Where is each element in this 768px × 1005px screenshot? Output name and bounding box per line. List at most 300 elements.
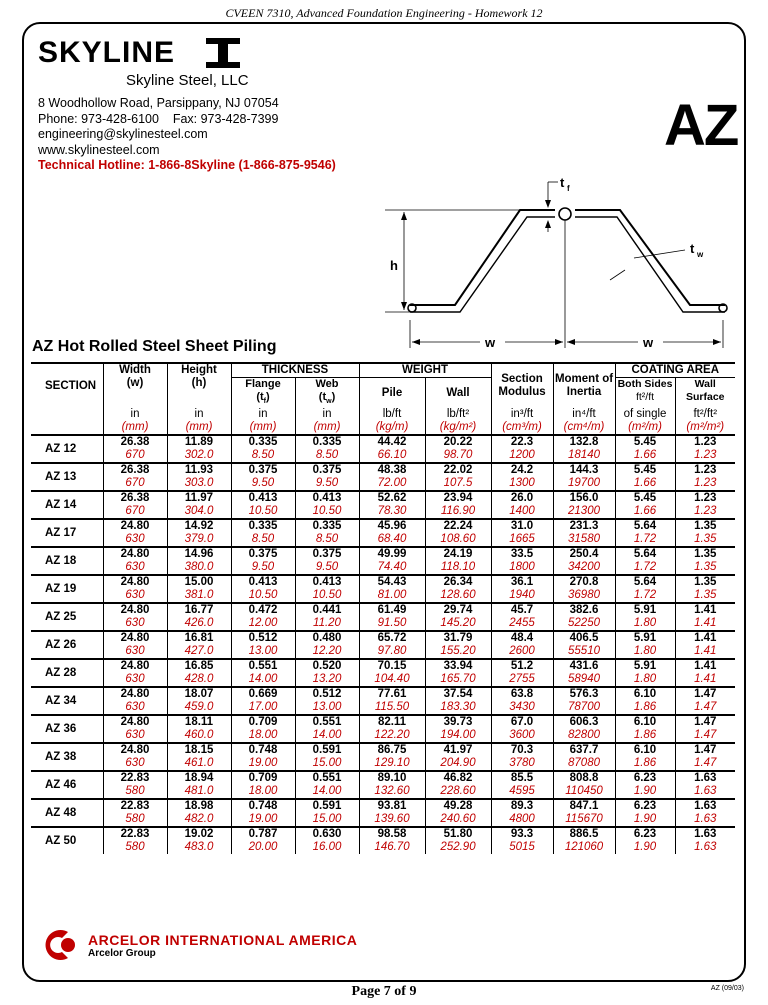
cell-imperial: 51.2 [491, 659, 553, 673]
cell-metric: 34200 [553, 561, 615, 575]
table-row-metric [31, 533, 735, 547]
cell-metric: 1.90 [615, 813, 675, 827]
cell-metric: 3430 [491, 701, 553, 715]
cell-imperial: 98.58 [359, 827, 425, 841]
table-row-metric [31, 645, 735, 659]
cell-imperial: 0.748 [231, 743, 295, 757]
cell-imperial: 156.0 [553, 491, 615, 505]
arcelor-brand: ARCELOR INTERNATIONAL AMERICA [88, 932, 358, 948]
cell-metric: 1.86 [615, 757, 675, 771]
cell-imperial: 54.43 [359, 575, 425, 589]
cell-imperial: 18.94 [167, 771, 231, 785]
cell-metric: 1.72 [615, 533, 675, 547]
cell-metric: 630 [103, 729, 167, 743]
cell-metric: 1.86 [615, 701, 675, 715]
h-dimension-label: h [390, 258, 398, 273]
cell-imperial: 5.91 [615, 659, 675, 673]
w-dimension-label-2: w [643, 335, 654, 350]
cell-metric: 240.60 [425, 813, 491, 827]
cell-imperial: 20.22 [425, 435, 491, 449]
cell-metric: 1.66 [615, 449, 675, 463]
col-flange: Flange $(t_f)$ [231, 378, 295, 409]
cell-imperial: 31.0 [491, 519, 553, 533]
cell-imperial: 0.551 [231, 659, 295, 673]
cell-metric: 1.90 [615, 841, 675, 854]
cell-metric: 1.72 [615, 589, 675, 603]
tf-label: t [560, 175, 565, 190]
table-header [31, 363, 735, 435]
cell-imperial: 14.96 [167, 547, 231, 561]
cell-metric: 1.63 [675, 813, 735, 827]
cell-imperial: 6.23 [615, 799, 675, 813]
cell-imperial: 1.41 [675, 603, 735, 617]
cell-imperial: 1.41 [675, 631, 735, 645]
table-row-metric [31, 589, 735, 603]
cell-imperial: 0.520 [295, 659, 359, 673]
col-both-sides: Both Sides ft²/ft [615, 378, 675, 409]
table-row-metric [31, 617, 735, 631]
cell-imperial: 24.80 [103, 631, 167, 645]
cell-imperial: 5.64 [615, 575, 675, 589]
cell-metric: 630 [103, 561, 167, 575]
cell-imperial: 26.38 [103, 435, 167, 449]
cell-imperial: 0.512 [295, 687, 359, 701]
cell-metric: 380.0 [167, 561, 231, 575]
cell-imperial: 5.45 [615, 491, 675, 505]
cell-metric: 428.0 [167, 673, 231, 687]
section-name: AZ 17 [31, 519, 103, 547]
table-row [31, 603, 735, 617]
cell-imperial: 132.8 [553, 435, 615, 449]
table-row [31, 799, 735, 813]
cell-metric: 482.0 [167, 813, 231, 827]
cell-metric: 36980 [553, 589, 615, 603]
cell-imperial: 0.375 [295, 463, 359, 477]
cell-metric: 18.00 [231, 785, 295, 799]
cell-metric: 1.66 [615, 505, 675, 519]
cell-metric: 20.00 [231, 841, 295, 854]
cell-metric: 9.50 [295, 561, 359, 575]
cell-imperial: 36.1 [491, 575, 553, 589]
cell-imperial: 11.93 [167, 463, 231, 477]
cell-metric: 228.60 [425, 785, 491, 799]
series-label: AZ [664, 93, 738, 158]
cell-metric: 21300 [553, 505, 615, 519]
cell-imperial: 70.15 [359, 659, 425, 673]
cell-imperial: 70.3 [491, 743, 553, 757]
cell-imperial: 250.4 [553, 547, 615, 561]
website: www.skylinesteel.com [38, 142, 160, 157]
cell-imperial: 33.5 [491, 547, 553, 561]
cell-metric: 4800 [491, 813, 553, 827]
group-coating-area: COATING AREA [615, 363, 735, 378]
cell-metric: 2600 [491, 645, 553, 659]
cell-metric: 1.66 [615, 477, 675, 491]
cell-imperial: 24.80 [103, 659, 167, 673]
cell-metric: 97.80 [359, 645, 425, 659]
cell-metric: 379.0 [167, 533, 231, 547]
cell-imperial: 29.74 [425, 603, 491, 617]
cell-metric: 128.60 [425, 589, 491, 603]
cell-imperial: 14.92 [167, 519, 231, 533]
cell-metric: 87080 [553, 757, 615, 771]
cell-imperial: 15.00 [167, 575, 231, 589]
cell-imperial: 52.62 [359, 491, 425, 505]
cell-imperial: 847.1 [553, 799, 615, 813]
cell-imperial: 77.61 [359, 687, 425, 701]
cell-metric: 104.40 [359, 673, 425, 687]
cell-imperial: 18.98 [167, 799, 231, 813]
cell-imperial: 48.4 [491, 631, 553, 645]
cell-imperial: 5.64 [615, 547, 675, 561]
cell-imperial: 63.8 [491, 687, 553, 701]
col-width: Width (w) [103, 363, 167, 408]
cell-imperial: 0.709 [231, 715, 295, 729]
table-row [31, 827, 735, 841]
cell-imperial: 0.591 [295, 743, 359, 757]
table-row [31, 435, 735, 449]
contact-block [38, 96, 336, 174]
cell-imperial: 0.669 [231, 687, 295, 701]
cell-imperial: 0.551 [295, 715, 359, 729]
cell-metric: 11.20 [295, 617, 359, 631]
cell-imperial: 0.512 [231, 631, 295, 645]
cell-imperial: 22.83 [103, 799, 167, 813]
cell-imperial: 24.80 [103, 743, 167, 757]
cell-metric: 1.23 [675, 505, 735, 519]
cell-metric: 15.00 [295, 757, 359, 771]
cell-imperial: 18.11 [167, 715, 231, 729]
cell-metric: 580 [103, 813, 167, 827]
cell-metric: 15.00 [295, 813, 359, 827]
cell-metric: 8.50 [231, 449, 295, 463]
cell-metric: 302.0 [167, 449, 231, 463]
cell-imperial: 144.3 [553, 463, 615, 477]
cell-metric: 183.30 [425, 701, 491, 715]
cell-imperial: 1.35 [675, 575, 735, 589]
cell-imperial: 24.80 [103, 603, 167, 617]
cell-metric: 19.00 [231, 813, 295, 827]
cell-metric: 14.00 [295, 785, 359, 799]
cell-metric: 10.50 [231, 505, 295, 519]
i-beam-icon [206, 38, 240, 68]
cell-imperial: 0.335 [231, 519, 295, 533]
col-moment-of-inertia: Moment of Inertia [553, 363, 615, 408]
cell-metric: 115670 [553, 813, 615, 827]
cell-imperial: 11.89 [167, 435, 231, 449]
cell-imperial: 24.2 [491, 463, 553, 477]
cell-imperial: 85.5 [491, 771, 553, 785]
section-name: AZ 48 [31, 799, 103, 827]
cell-imperial: 26.0 [491, 491, 553, 505]
cell-imperial: 0.480 [295, 631, 359, 645]
col-section-modulus: Section Modulus [491, 363, 553, 408]
cell-metric: 19.00 [231, 757, 295, 771]
cell-metric: 81.00 [359, 589, 425, 603]
az-section-table [31, 362, 735, 854]
cell-imperial: 45.7 [491, 603, 553, 617]
cell-metric: 132.60 [359, 785, 425, 799]
cell-metric: 12.20 [295, 645, 359, 659]
cell-metric: 146.70 [359, 841, 425, 854]
cell-imperial: 1.23 [675, 435, 735, 449]
cell-metric: 2455 [491, 617, 553, 631]
cell-imperial: 0.591 [295, 799, 359, 813]
cell-imperial: 6.10 [615, 687, 675, 701]
cell-metric: 19700 [553, 477, 615, 491]
cell-imperial: 231.3 [553, 519, 615, 533]
cell-metric: 9.50 [231, 561, 295, 575]
section-name: AZ 50 [31, 827, 103, 854]
cell-metric: 670 [103, 477, 167, 491]
cell-metric: 1.80 [615, 645, 675, 659]
cell-imperial: 0.335 [295, 435, 359, 449]
cell-imperial: 0.335 [231, 435, 295, 449]
cell-metric: 1.41 [675, 645, 735, 659]
cell-metric: 1.35 [675, 589, 735, 603]
technical-hotline: Technical Hotline: 1-866-8Skyline (1-866-875-9546) [38, 158, 336, 172]
cell-metric: 1800 [491, 561, 553, 575]
cell-imperial: 24.19 [425, 547, 491, 561]
arcelor-logo-icon [38, 928, 80, 962]
cell-imperial: 48.38 [359, 463, 425, 477]
cell-imperial: 0.375 [295, 547, 359, 561]
cell-metric: 1.90 [615, 785, 675, 799]
cell-metric: 12.00 [231, 617, 295, 631]
cell-imperial: 6.23 [615, 827, 675, 841]
section-name: AZ 13 [31, 463, 103, 491]
table-row [31, 687, 735, 701]
cell-metric: 129.10 [359, 757, 425, 771]
cell-metric: 427.0 [167, 645, 231, 659]
col-height: Height (h) [167, 363, 231, 408]
logo-wordmark: SKYLINE [38, 36, 176, 69]
cell-imperial: 61.49 [359, 603, 425, 617]
tf-subscript: f [567, 184, 570, 193]
cell-metric: 1.80 [615, 673, 675, 687]
cell-imperial: 26.38 [103, 463, 167, 477]
cell-metric: 204.90 [425, 757, 491, 771]
cell-imperial: 0.413 [295, 575, 359, 589]
table-row [31, 463, 735, 477]
cell-metric: 145.20 [425, 617, 491, 631]
cell-imperial: 1.63 [675, 799, 735, 813]
cell-imperial: 24.80 [103, 519, 167, 533]
group-thickness: THICKNESS [231, 363, 359, 378]
table-row [31, 575, 735, 589]
table-row-metric [31, 701, 735, 715]
cell-metric: 74.40 [359, 561, 425, 575]
cell-metric: 10.50 [231, 589, 295, 603]
document-header: CVEEN 7310, Advanced Foundation Engineering - Homework 12 [225, 6, 543, 20]
table-title: AZ Hot Rolled Steel Sheet Piling [32, 338, 277, 355]
table-row-metric [31, 813, 735, 827]
col-section: SECTION [45, 379, 97, 392]
cell-imperial: 93.3 [491, 827, 553, 841]
cell-imperial: 0.551 [295, 771, 359, 785]
units-metric-row: (mm) (mm) (mm) (mm) (kg/m) (kg/m²) (cm³/m) (cm⁴/m) (m²/m) (m²/m²) [31, 421, 735, 435]
cell-metric: 98.70 [425, 449, 491, 463]
section-name: AZ 38 [31, 743, 103, 771]
cell-imperial: 24.80 [103, 575, 167, 589]
cell-imperial: 0.709 [231, 771, 295, 785]
cell-metric: 381.0 [167, 589, 231, 603]
table-row-metric [31, 477, 735, 491]
cell-metric: 459.0 [167, 701, 231, 715]
document-code: AZ (09/03) [710, 985, 744, 992]
cell-metric: 155.20 [425, 645, 491, 659]
table-row [31, 491, 735, 505]
skyline-logo [38, 36, 249, 89]
cell-metric: 139.60 [359, 813, 425, 827]
cell-imperial: 22.02 [425, 463, 491, 477]
cell-metric: 8.50 [295, 449, 359, 463]
cell-imperial: 6.23 [615, 771, 675, 785]
section-name: AZ 34 [31, 687, 103, 715]
cell-imperial: 5.91 [615, 631, 675, 645]
cell-metric: 670 [103, 505, 167, 519]
section-name: AZ 18 [31, 547, 103, 575]
cell-imperial: 16.77 [167, 603, 231, 617]
section-name: AZ 25 [31, 603, 103, 631]
cell-metric: 3780 [491, 757, 553, 771]
cell-metric: 1.35 [675, 533, 735, 547]
cell-imperial: 37.54 [425, 687, 491, 701]
cell-metric: 630 [103, 589, 167, 603]
cell-metric: 1940 [491, 589, 553, 603]
cell-metric: 3600 [491, 729, 553, 743]
cell-metric: 1.47 [675, 701, 735, 715]
cell-metric: 580 [103, 785, 167, 799]
cell-imperial: 1.47 [675, 715, 735, 729]
cell-metric: 304.0 [167, 505, 231, 519]
cell-metric: 1665 [491, 533, 553, 547]
arcelor-group: Arcelor Group [88, 948, 156, 959]
cell-imperial: 22.83 [103, 827, 167, 841]
page-number: Page 7 of 9 [351, 984, 417, 999]
cell-metric: 630 [103, 645, 167, 659]
cell-metric: 461.0 [167, 757, 231, 771]
cell-imperial: 16.81 [167, 631, 231, 645]
cell-metric: 1.23 [675, 449, 735, 463]
cell-imperial: 31.79 [425, 631, 491, 645]
cell-metric: 1300 [491, 477, 553, 491]
cell-metric: 1400 [491, 505, 553, 519]
cell-metric: 14.00 [295, 729, 359, 743]
table-row-metric [31, 841, 735, 854]
cell-metric: 10.50 [295, 589, 359, 603]
cell-imperial: 0.441 [295, 603, 359, 617]
cell-metric: 121060 [553, 841, 615, 854]
cell-metric: 481.0 [167, 785, 231, 799]
w-dimension-label-1: w [485, 335, 496, 350]
cell-imperial: 808.8 [553, 771, 615, 785]
cell-metric: 630 [103, 617, 167, 631]
cell-imperial: 576.3 [553, 687, 615, 701]
cell-imperial: 0.375 [231, 547, 295, 561]
phone-fax: Phone: 973-428-6100 Fax: 973-428-7399 [38, 111, 279, 126]
cell-metric: 8.50 [295, 533, 359, 547]
cell-imperial: 33.94 [425, 659, 491, 673]
cell-metric: 1.47 [675, 729, 735, 743]
section-name: AZ 28 [31, 659, 103, 687]
section-name: AZ 14 [31, 491, 103, 519]
az-profile-diagram [380, 170, 735, 350]
cell-metric: 426.0 [167, 617, 231, 631]
table-row [31, 519, 735, 533]
cell-imperial: 0.787 [231, 827, 295, 841]
section-name: AZ 46 [31, 771, 103, 799]
cell-imperial: 41.97 [425, 743, 491, 757]
group-weight: WEIGHT [359, 363, 491, 378]
cell-imperial: 1.35 [675, 519, 735, 533]
cell-imperial: 0.375 [231, 463, 295, 477]
cell-metric: 252.90 [425, 841, 491, 854]
col-web: Web $(t_w)$ [295, 378, 359, 409]
cell-metric: 1.41 [675, 673, 735, 687]
cell-imperial: 22.24 [425, 519, 491, 533]
cell-metric: 115.50 [359, 701, 425, 715]
cell-metric: 9.50 [295, 477, 359, 491]
cell-metric: 116.90 [425, 505, 491, 519]
cell-imperial: 0.630 [295, 827, 359, 841]
cell-metric: 72.00 [359, 477, 425, 491]
cell-metric: 4595 [491, 785, 553, 799]
cell-imperial: 18.15 [167, 743, 231, 757]
cell-imperial: 5.45 [615, 435, 675, 449]
company-name: Skyline Steel, LLC [126, 72, 249, 89]
cell-imperial: 5.45 [615, 463, 675, 477]
cell-metric: 630 [103, 757, 167, 771]
cell-metric: 1.86 [615, 729, 675, 743]
cell-metric: 91.50 [359, 617, 425, 631]
cell-metric: 460.0 [167, 729, 231, 743]
cell-metric: 5015 [491, 841, 553, 854]
cell-metric: 17.00 [231, 701, 295, 715]
cell-imperial: 431.6 [553, 659, 615, 673]
cell-metric: 165.70 [425, 673, 491, 687]
cell-metric: 10.50 [295, 505, 359, 519]
cell-imperial: 1.63 [675, 827, 735, 841]
cell-imperial: 0.748 [231, 799, 295, 813]
units-imperial-row: in in in in lb/ft lb/ft² in³/ft in⁴/ft of single ft²/ft² [31, 408, 735, 421]
cell-metric: 1.72 [615, 561, 675, 575]
cell-metric: 303.0 [167, 477, 231, 491]
table-row [31, 743, 735, 757]
table-row-metric [31, 449, 735, 463]
cell-imperial: 1.35 [675, 547, 735, 561]
cell-metric: 1.63 [675, 841, 735, 854]
cell-metric: 52250 [553, 617, 615, 631]
cell-imperial: 49.99 [359, 547, 425, 561]
table-row-metric [31, 729, 735, 743]
table-row-metric [31, 757, 735, 771]
cell-imperial: 51.80 [425, 827, 491, 841]
cell-metric: 630 [103, 533, 167, 547]
cell-imperial: 1.47 [675, 743, 735, 757]
cell-imperial: 637.7 [553, 743, 615, 757]
cell-metric: 107.5 [425, 477, 491, 491]
cell-imperial: 0.413 [231, 575, 295, 589]
cell-imperial: 65.72 [359, 631, 425, 645]
cell-imperial: 1.23 [675, 491, 735, 505]
cell-imperial: 0.335 [295, 519, 359, 533]
cell-metric: 8.50 [231, 533, 295, 547]
cell-imperial: 22.3 [491, 435, 553, 449]
col-wall-weight: Wall [425, 378, 491, 409]
cell-imperial: 26.34 [425, 575, 491, 589]
table-row [31, 547, 735, 561]
